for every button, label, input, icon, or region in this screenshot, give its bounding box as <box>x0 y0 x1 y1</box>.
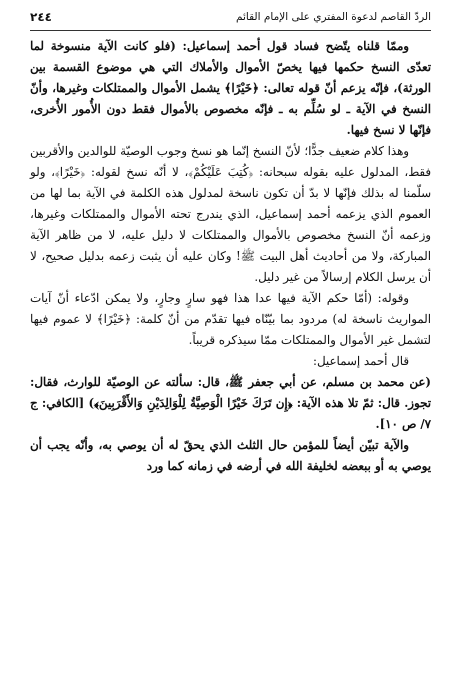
paragraph: وهذا كلام ضعيف جدًّا؛ لأنّ النسخ إنّما هو نسخ وجوب الوصيّة للوالدين والأقربين فقط، المدلول عليه بقوله سبحانه: ﴿كُتِبَ عَلَيْكُمْ﴾، لا أنّه نسخ لقوله: ﴿خَيْرًا﴾، ولو سلّمنا له بذلك فإنّها لا بدّ أن تكون ناسخة لمدلول هذه الكلمة في الآية بما لها من العموم الذي يزعمه أحمد إسماعيل، الذي يندرج تحته الأموال والممتلكات وغيرها، وزعمه أنّ النسخ مخصوص بالأموال والممتلكات لا دليل عليه، لا من ظاهر الآية المباركة، ولا من أحاديث أهل البيت ﷺ! وكان عليه أن يثبت زعمه بدليل صحيح، لا أن يرسل الكلام إرسالاً من غير دليل. <box>30 144 431 284</box>
running-title: الردّ القاصم لدعوة المفتري على الإمام القائم <box>236 11 431 23</box>
page-number: ٢٤٤ <box>30 10 52 24</box>
paragraph: وممّا قلناه يتّضح فساد قول أحمد إسماعيل: (فلو كانت الآية منسوخة لما تعدّى النسخ حكمها فيها يخصّ الأموال والأملاك التي هي موضوع القسمة بين الورثة)، فإنّه يزعم أنّ قوله تعالى: ﴿خَيْرًا﴾ يشمل الأموال والممتلكات وغيرها، وأنّ النسخ في الآية ـ لو سُلِّم به ـ فإنّه مخصوص بالأموال فقط دون الأُمور الأُخرى، فإنّها لا نسخ فيها. <box>30 39 431 137</box>
paragraph: والآية تبيّن أيضاً للمؤمن حال الثلث الذي يحقّ له أن يوصي به، وأنّه يجب أن يوصي به أو ببعضه لخليفة الله في أرضه في زمانه كما ورد <box>30 438 431 473</box>
page-header <box>30 10 431 24</box>
paragraph: وقوله: (أمّا حكم الآية فيها عدا هذا فهو سارٍ وجارٍ، ولا يمكن ادّعاء أنّ آيات المواريث ناسخة له) مردود بما بيّنّاه فيها تقدّم من أنّ كلمة: ﴿خَيْرًا﴾ لا عموم فيها لتشمل غير الأموال والممتلكات ممّا سيذكره قريباً. <box>30 291 431 347</box>
paragraph: قال أحمد إسماعيل: <box>313 354 409 368</box>
header-rule <box>30 30 431 31</box>
quoted-hadith: (عن محمد بن مسلم، عن أبي جعفر ﷺ، قال: سألته عن الوصيّة للوارث، فقال: تجوز. قال: ثمّ تلا هذه الآية: ﴿إِن تَرَكَ خَيْرًا الْوَصِيَّةُ لِلْوَالِدَيْنِ وَالأَقْرَبِينَ﴾) [الكافي: ج ٧/ ص ١٠]. <box>30 375 431 431</box>
page-body <box>30 36 431 477</box>
